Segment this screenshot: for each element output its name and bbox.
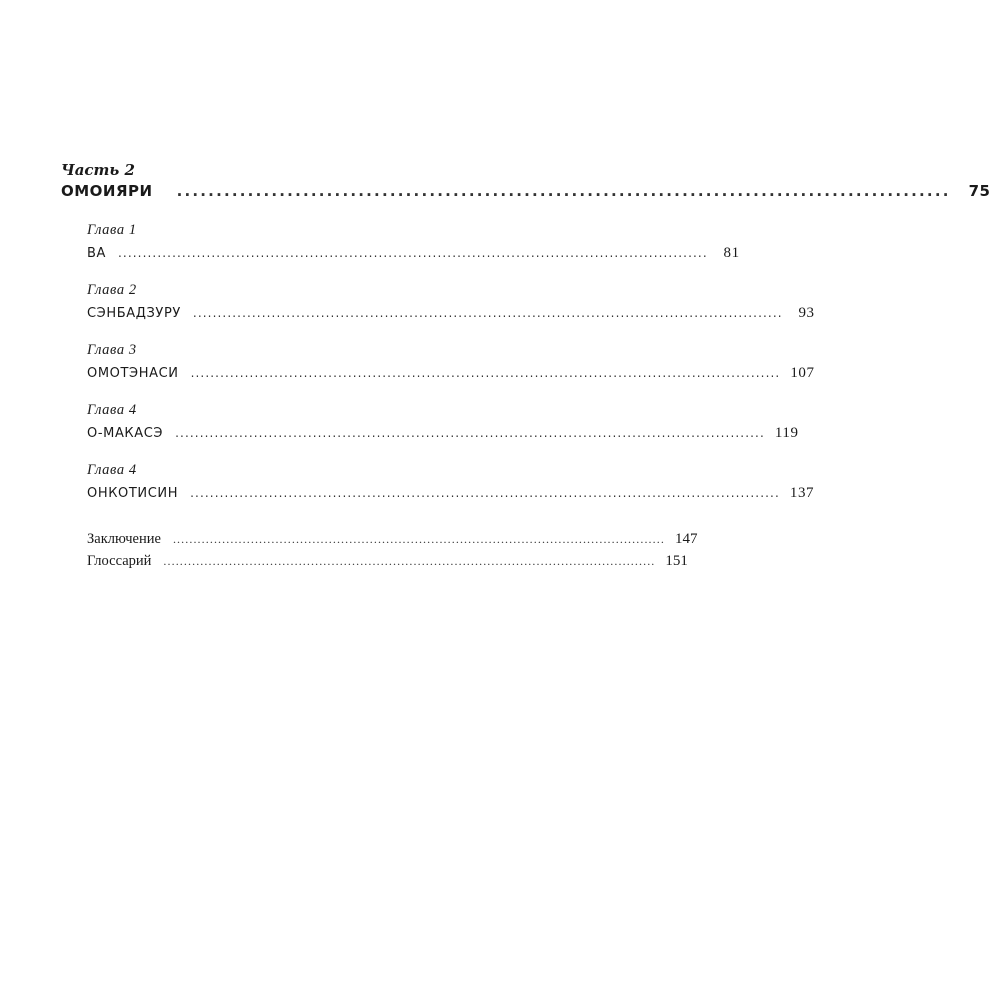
- chapter-title: ВА: [87, 246, 107, 261]
- chapter-page-number: 93: [798, 305, 815, 321]
- part-page-number: 75: [968, 182, 991, 200]
- chapter-entry: [87, 401, 799, 444]
- part-title: ОМОИЯРИ: [61, 182, 153, 200]
- dot-leader: ........................................................................................................................: [118, 246, 708, 260]
- dot-leader: ........................................................................................................................: [190, 366, 781, 380]
- chapter-title: СЭНБАДЗУРУ: [87, 306, 181, 321]
- chapter-label: Глава 4: [87, 462, 137, 478]
- chapter-page-number: 81: [723, 245, 740, 261]
- chapter-title: О-МАКАСЭ: [87, 426, 164, 441]
- chapter-entry: [87, 281, 815, 324]
- chapter-row: [87, 243, 740, 264]
- table-of-contents: [61, 161, 991, 572]
- dot-leader: ........................................................................................................................: [163, 554, 656, 568]
- part-entry: [61, 181, 991, 201]
- chapter-row: [87, 303, 815, 324]
- chapter-title: ОНКОТИСИН: [87, 486, 179, 501]
- chapter-page-number: 119: [774, 425, 799, 441]
- back-matter-entry: [87, 550, 688, 572]
- chapter-label: Глава 2: [87, 282, 137, 298]
- back-matter-list: [87, 528, 698, 572]
- dot-leader: ........................................................................................................................: [190, 486, 780, 500]
- chapter-title: ОМОТЭНАСИ: [87, 366, 179, 381]
- back-matter-entry: [87, 528, 698, 550]
- dot-leader: ........................................................................................................................: [172, 532, 665, 546]
- chapter-entry: [87, 341, 815, 384]
- chapter-entry: [87, 461, 815, 504]
- chapter-label: Глава 1: [87, 222, 137, 238]
- back-matter-page-number: 151: [665, 553, 688, 569]
- back-matter-title: Глоссарий: [87, 553, 152, 569]
- back-matter-page-number: 147: [674, 531, 698, 547]
- back-matter-title: Заключение: [87, 531, 161, 547]
- chapter-row: [87, 363, 815, 384]
- chapter-page-number: 107: [790, 365, 815, 381]
- chapter-label: Глава 3: [87, 342, 137, 358]
- chapter-row: [87, 483, 815, 504]
- part-label: Часть 2: [61, 161, 135, 179]
- chapter-page-number: 137: [789, 485, 815, 501]
- dot-leader: ..................................................................................................: [176, 182, 951, 200]
- chapter-entry: [87, 221, 740, 264]
- dot-leader: ........................................................................................................................: [175, 426, 765, 440]
- chapter-row: [87, 423, 799, 444]
- chapter-list: [87, 221, 815, 504]
- dot-leader: ........................................................................................................................: [192, 306, 783, 320]
- chapter-label: Глава 4: [87, 402, 137, 418]
